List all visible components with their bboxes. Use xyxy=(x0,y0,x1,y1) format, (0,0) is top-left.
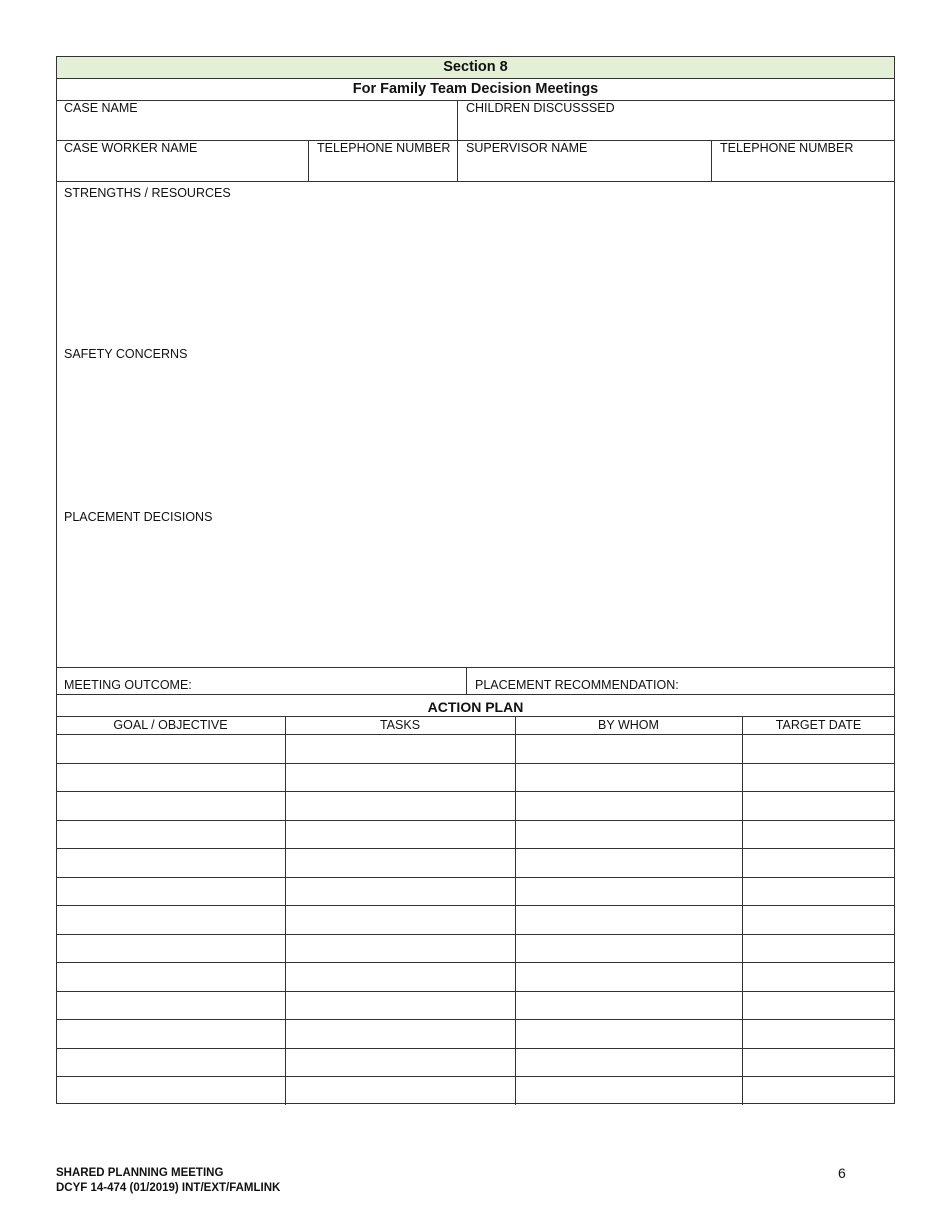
column-header-tasks: TASKS xyxy=(379,718,421,732)
action-plan-cell-goal-objective[interactable] xyxy=(57,792,284,819)
action-plan-cell-tasks[interactable] xyxy=(286,992,514,1019)
action-plan-cell-by-whom[interactable] xyxy=(516,992,741,1019)
action-plan-cell-by-whom[interactable] xyxy=(516,906,741,933)
supervisor-name-field[interactable] xyxy=(458,141,711,181)
action-plan-cell-target-date[interactable] xyxy=(743,1077,894,1104)
action-plan-cell-tasks[interactable] xyxy=(286,792,514,819)
page-number: 6 xyxy=(838,1165,846,1181)
action-plan-cell-goal-objective[interactable] xyxy=(57,764,284,791)
action-plan-cell-by-whom[interactable] xyxy=(516,935,741,962)
supervisor-name-label: SUPERVISOR NAME xyxy=(466,141,588,155)
action-plan-cell-by-whom[interactable] xyxy=(516,963,741,990)
action-plan-cell-target-date[interactable] xyxy=(743,792,894,819)
action-plan-cell-target-date[interactable] xyxy=(743,992,894,1019)
action-plan-cell-goal-objective[interactable] xyxy=(57,735,284,762)
action-plan-cell-target-date[interactable] xyxy=(743,764,894,791)
action-plan-cell-tasks[interactable] xyxy=(286,849,514,876)
section-subtitle: For Family Team Decision Meetings xyxy=(352,81,599,97)
placement-decisions-label: PLACEMENT DECISIONS xyxy=(64,510,213,524)
action-plan-cell-target-date[interactable] xyxy=(743,1020,894,1047)
case-name-field[interactable] xyxy=(57,101,457,140)
placement-recommendation-label: PLACEMENT RECOMMENDATION: xyxy=(475,678,679,692)
action-plan-cell-tasks[interactable] xyxy=(286,735,514,762)
case-name-label: CASE NAME xyxy=(64,101,138,115)
action-plan-cell-tasks[interactable] xyxy=(286,1020,514,1047)
meeting-outcome-field[interactable] xyxy=(206,668,464,694)
action-plan-cell-target-date[interactable] xyxy=(743,849,894,876)
action-plan-cell-by-whom[interactable] xyxy=(516,878,741,905)
column-header-target-date: TARGET DATE xyxy=(775,718,862,732)
action-plan-cell-target-date[interactable] xyxy=(743,878,894,905)
action-plan-cell-tasks[interactable] xyxy=(286,764,514,791)
column-header-by-whom: BY WHOM xyxy=(598,718,659,732)
strengths-resources-label: STRENGTHS / RESOURCES xyxy=(64,186,231,200)
action-plan-cell-tasks[interactable] xyxy=(286,821,514,848)
action-plan-cell-goal-objective[interactable] xyxy=(57,1020,284,1047)
action-plan-cell-target-date[interactable] xyxy=(743,963,894,990)
children-discussed-label: CHILDREN DISCUSSSED xyxy=(466,101,615,115)
placement-recommendation-field[interactable] xyxy=(686,668,893,694)
action-plan-cell-by-whom[interactable] xyxy=(516,792,741,819)
section-title: Section 8 xyxy=(443,59,508,75)
supervisor-telephone-field[interactable] xyxy=(712,141,894,181)
case-worker-name-label: CASE WORKER NAME xyxy=(64,141,198,155)
supervisor-telephone-label: TELEPHONE NUMBER xyxy=(720,141,854,155)
action-plan-cell-target-date[interactable] xyxy=(743,935,894,962)
footer-form-title: SHARED PLANNING MEETING xyxy=(56,1167,224,1179)
sharing-planning-form xyxy=(56,56,895,1104)
action-plan-cell-tasks[interactable] xyxy=(286,1049,514,1076)
action-plan-cell-by-whom[interactable] xyxy=(516,1077,741,1104)
case-worker-name-field[interactable] xyxy=(57,141,308,181)
action-plan-cell-target-date[interactable] xyxy=(743,821,894,848)
action-plan-cell-by-whom[interactable] xyxy=(516,1020,741,1047)
action-plan-cell-goal-objective[interactable] xyxy=(57,963,284,990)
safety-concerns-label: SAFETY CONCERNS xyxy=(64,347,188,361)
action-plan-cell-target-date[interactable] xyxy=(743,1049,894,1076)
column-header-goal-objective: GOAL / OBJECTIVE xyxy=(113,718,228,732)
action-plan-cell-by-whom[interactable] xyxy=(516,1049,741,1076)
action-plan-cell-goal-objective[interactable] xyxy=(57,1077,284,1104)
strengths-resources-field[interactable] xyxy=(57,204,894,344)
action-plan-cell-goal-objective[interactable] xyxy=(57,935,284,962)
meeting-outcome-label: MEETING OUTCOME: xyxy=(64,678,192,692)
action-plan-cell-by-whom[interactable] xyxy=(516,764,741,791)
action-plan-cell-tasks[interactable] xyxy=(286,935,514,962)
action-plan-table xyxy=(56,716,895,1104)
caseworker-telephone-label: TELEPHONE NUMBER xyxy=(317,141,451,155)
action-plan-title: ACTION PLAN xyxy=(427,699,524,715)
action-plan-cell-tasks[interactable] xyxy=(286,963,514,990)
action-plan-cell-by-whom[interactable] xyxy=(516,849,741,876)
action-plan-cell-tasks[interactable] xyxy=(286,1077,514,1104)
safety-concerns-field[interactable] xyxy=(57,365,894,507)
action-plan-cell-by-whom[interactable] xyxy=(516,821,741,848)
action-plan-cell-target-date[interactable] xyxy=(743,735,894,762)
action-plan-cell-goal-objective[interactable] xyxy=(57,878,284,905)
action-plan-cell-goal-objective[interactable] xyxy=(57,992,284,1019)
placement-decisions-field[interactable] xyxy=(57,528,894,667)
action-plan-cell-target-date[interactable] xyxy=(743,906,894,933)
children-discussed-field[interactable] xyxy=(458,101,894,140)
action-plan-cell-goal-objective[interactable] xyxy=(57,1049,284,1076)
caseworker-telephone-field[interactable] xyxy=(309,141,457,181)
action-plan-cell-goal-objective[interactable] xyxy=(57,849,284,876)
action-plan-cell-goal-objective[interactable] xyxy=(57,821,284,848)
action-plan-cell-by-whom[interactable] xyxy=(516,735,741,762)
action-plan-cell-tasks[interactable] xyxy=(286,906,514,933)
action-plan-cell-goal-objective[interactable] xyxy=(57,906,284,933)
action-plan-cell-tasks[interactable] xyxy=(286,878,514,905)
footer-form-number: DCYF 14-474 (01/2019) INT/EXT/FAMLINK xyxy=(56,1182,281,1194)
